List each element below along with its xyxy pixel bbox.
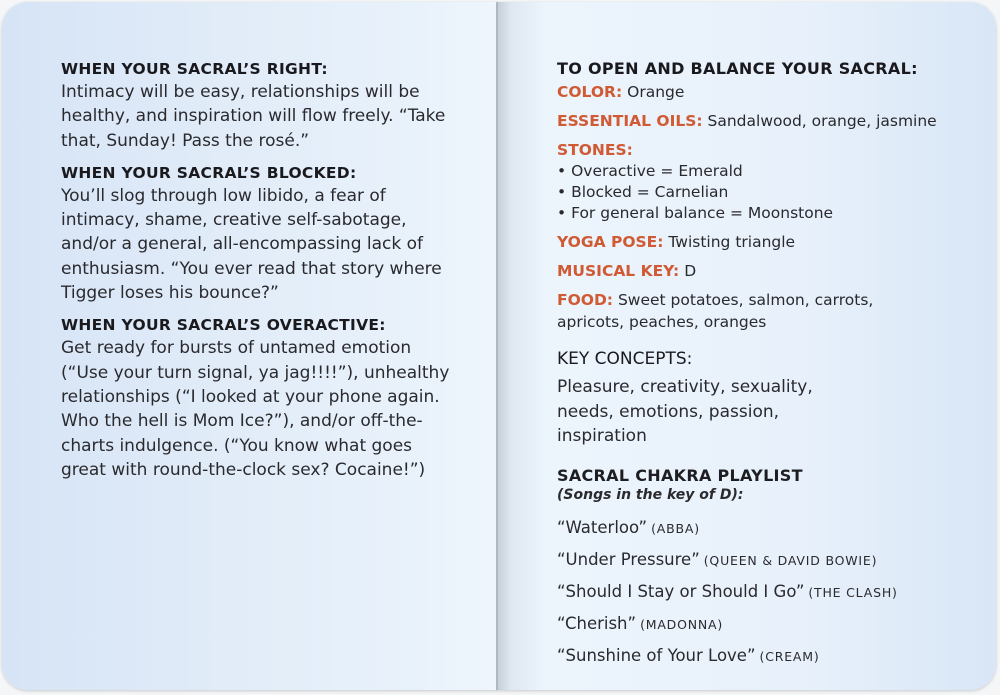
food-value: Sweet potatoes, salmon, carrots, apricots, peaches, oranges: [557, 291, 874, 331]
oils-value: Sandalwood, orange, jasmine: [707, 112, 937, 130]
section-heading: WHEN YOUR SACRAL’S OVERACTIVE:: [61, 316, 386, 335]
song-artist: (THE CLASH): [808, 584, 898, 600]
key-concepts-text: Pleasure, creativity, sexuality, needs, emotions, passion, inspiration: [557, 377, 813, 446]
yoga-row: [557, 231, 977, 253]
playlist-subheading: (Songs in the key of D):: [557, 486, 744, 503]
yoga-label: YOGA POSE:: [557, 233, 664, 251]
stone-item: • For general balance = Moonstone: [557, 203, 977, 224]
book-gutter: [496, 2, 498, 690]
song-title: “Under Pressure”: [557, 549, 700, 569]
playlist-song: [557, 576, 977, 608]
left-page-content: [61, 58, 461, 491]
playlist: [557, 512, 977, 672]
stones-row: [557, 139, 977, 161]
section-heading: WHEN YOUR SACRAL’S BLOCKED:: [61, 163, 357, 182]
color-row: [557, 81, 977, 103]
section-heading: WHEN YOUR SACRAL’S RIGHT:: [61, 60, 328, 78]
oils-row: [557, 110, 977, 132]
section-sacral-blocked: [61, 162, 461, 305]
color-value: Orange: [627, 83, 685, 101]
stone-item: • Overactive = Emerald: [557, 161, 977, 182]
playlist-song: [557, 512, 977, 544]
food-row: [557, 289, 887, 333]
song-artist: (ABBA): [651, 520, 700, 536]
section-sacral-right: [61, 58, 461, 153]
song-artist: (MADONNA): [640, 616, 724, 632]
song-title: “Should I Stay or Should I Go”: [557, 581, 805, 601]
musical-key-label: MUSICAL KEY:: [557, 262, 680, 280]
song-title: “Cherish”: [557, 613, 637, 633]
oils-label: ESSENTIAL OILS:: [557, 112, 703, 130]
color-label: COLOR:: [557, 83, 623, 101]
yoga-value: Twisting triangle: [668, 233, 796, 251]
playlist-heading: SACRAL CHAKRA PLAYLIST: [557, 465, 803, 485]
song-title: “Sunshine of Your Love”: [557, 645, 756, 665]
right-page-content: [557, 58, 977, 672]
playlist-song: [557, 640, 977, 672]
section-sacral-overactive: [61, 314, 461, 482]
stone-item: • Blocked = Carnelian: [557, 182, 977, 203]
food-label: FOOD:: [557, 291, 614, 309]
playlist-song: [557, 544, 977, 576]
stones-label: STONES:: [557, 141, 633, 159]
musical-key-row: [557, 260, 977, 282]
song-artist: (CREAM): [759, 648, 820, 664]
stones-list: [557, 161, 977, 224]
balance-heading: TO OPEN AND BALANCE YOUR SACRAL:: [557, 59, 918, 78]
section-body: You’ll slog through low libido, a fear of intimacy, shame, creative self-sabotage, and/or a general, all-encompassing lack of enthusiasm. “You ever read that story where Tigger loses his bounce?”: [61, 185, 442, 304]
section-body: Intimacy will be easy, relationships will be healthy, and inspiration will flow freely. “Take that, Sunday! Pass the rosé.”: [61, 82, 446, 151]
playlist-song: [557, 608, 977, 640]
musical-key-value: D: [684, 262, 697, 280]
key-concepts-heading: KEY CONCEPTS:: [557, 349, 693, 369]
section-body: Get ready for bursts of untamed emotion (“Use your turn signal, ya jag!!!!”), unhealthy relationships (“I looked at your phone again. Who the hell is Mom Ice?”), and/or off-the-charts indulgence. (“You know what goes great with round-the-clock sex? Cocaine!”): [61, 338, 450, 480]
song-title: “Waterloo”: [557, 517, 648, 537]
song-artist: (QUEEN & DAVID BOWIE): [703, 552, 878, 568]
